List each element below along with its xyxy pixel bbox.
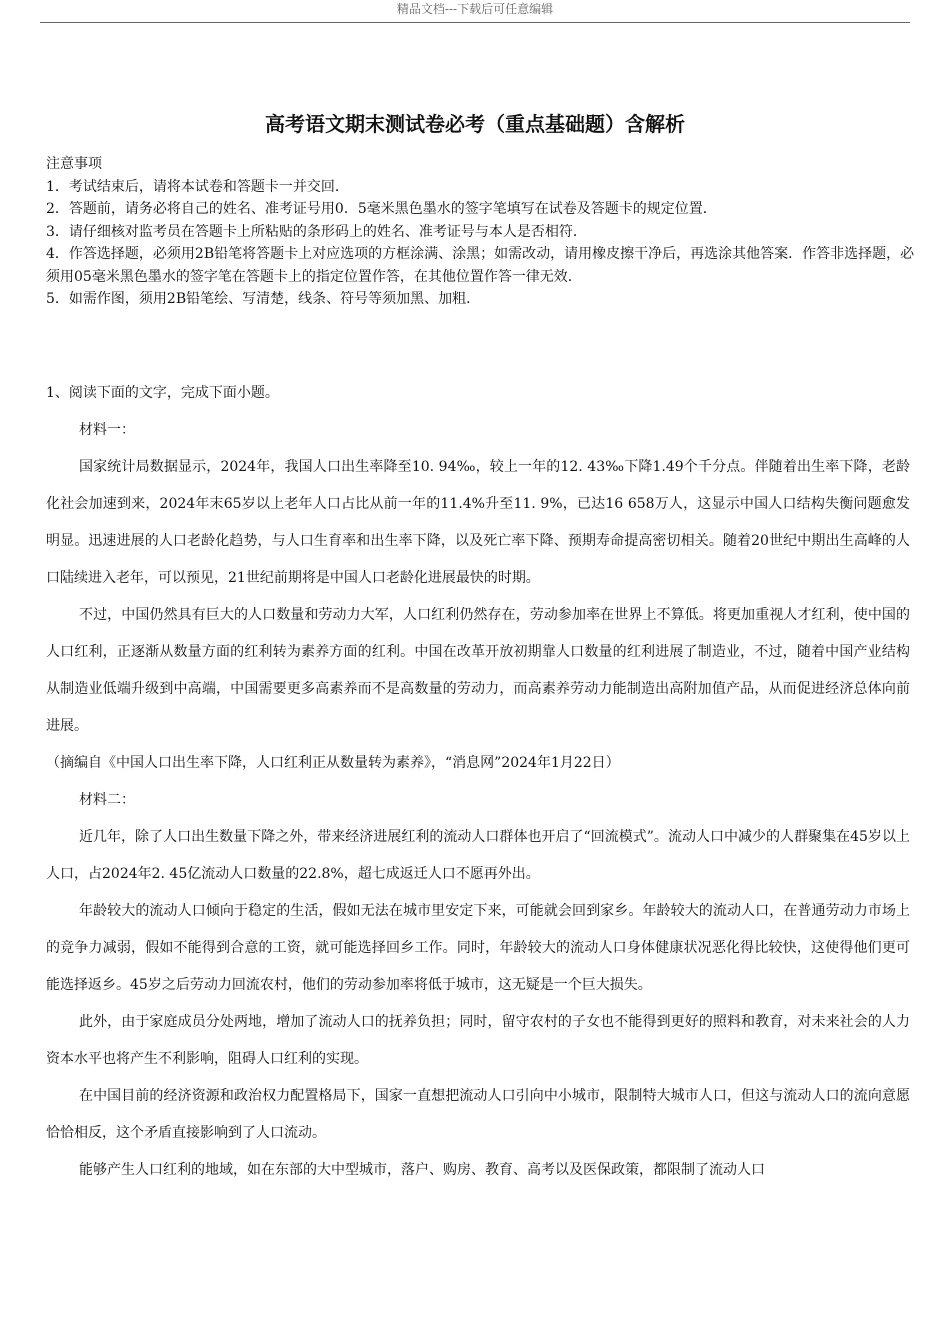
question-1 xyxy=(46,375,910,1189)
notice-item-5: 5．如需作图，须用2B铅笔绘、写清楚，线条、符号等须加黑、加粗． xyxy=(46,291,481,307)
material-2-paragraph-2: 年龄较大的流动人口倾向于稳定的生活，假如无法在城市里安定下来，可能就会回到家乡。年龄较大的流动人口，在普通劳动力市场上的竞争力减弱，假如不能得到合意的工资，就可能选择回乡工作。同时，年龄较大的流动人口身体健康状况恶化得比较快，这使得他们更可能选择返乡。45岁之后劳动力回流农村，他们的劳动参加率将低于城市，这无疑是一个巨大损失。 xyxy=(46,903,910,993)
question-prompt: 1、阅读下面的文字，完成下面小题。 xyxy=(46,385,279,401)
page-header: 精品文档---下载后可任意编辑 xyxy=(396,2,554,16)
material-2-paragraph-3: 此外，由于家庭成员分处两地，增加了流动人口的抚养负担；同时，留守农村的子女也不能得到更好的照料和教育，对未来社会的人力资本水平也将产生不利影响，阻碍人口红利的实现。 xyxy=(46,1014,910,1067)
notice-item-1: 1．考试结束后，请将本试卷和答题卡一并交回． xyxy=(46,178,349,195)
material-2-paragraph-5: 能够产生人口红利的地域，如在东部的大中型城市，落户、购房、教育、高考以及医保政策，都限制了流动人口 xyxy=(79,1162,765,1178)
material-2-paragraph-1: 近几年，除了人口出生数量下降之外，带来经济进展红利的流动人口群体也开启了“回流模式”。流动人口中减少的人群聚集在45岁以上人口，占2024年2. 45亿流动人口数量的22.8%，超七成返迁人口不愿再外出。 xyxy=(46,829,910,882)
notice-item-2: 2．答题前，请务必将自己的姓名、准考证号用0．5毫米黑色墨水的签字笔填写在试卷及答题卡的规定位置． xyxy=(46,201,717,217)
notice-item-3: 3．请仔细核对监考员在答题卡上所粘贴的条形码上的姓名、准考证号与本人是否相符． xyxy=(46,223,587,240)
material-1-paragraph-1: 国家统计局数据显示，2024年，我国人口出生率降至10. 94‰，较上一年的12. 43‰下降1.49个千分点。伴随着出生率下降，老龄化社会加速到来，2024年末65岁以上老年人口占比从前一年的11.4%升至11. 9%，已达16 658万人，这显示中国人口结构失衡问题愈发明显。迅速进展的人口老龄化趋势，与人口生育率和出生率下降，以及死亡率下降、预期寿命提高密切相关。随着20世纪中期出生高峰的人口陆续进入老年，可以预见，21世纪前期将是中国人口老龄化进展最快的时期。 xyxy=(46,459,910,586)
notice-item-4: 4．作答选择题，必须用2B铅笔将答题卡上对应选项的方框涂满、涂黑；如需改动，请用橡皮擦干净后，再选涂其他答案．作答非选择题，必须用05毫米黑色墨水的签字笔在答题卡上的指定位置作答，在其他位置作答一律无效． xyxy=(46,246,915,285)
material-1-paragraph-2: 不过，中国仍然具有巨大的人口数量和劳动力大军，人口红利仍然存在，劳动参加率在世界上不算低。将更加重视人才红利，使中国的人口红利，正逐渐从数量方面的红利转为素养方面的红利。中国在改革开放初期靠人口数量的红利进展了制造业，不过，随着中国产业结构从制造业低端升级到中高端，中国需要更多高素养而不是高数量的劳动力，而高素养劳动力能制造出高附加值产品，从而促进经济总体向前进展。 xyxy=(46,607,910,734)
material-2-label: 材料二： xyxy=(79,792,135,808)
material-1-citation: （摘编自《中国人口出生率下降，人口红利正从数量转为素养》，“消息网”2024年1月22日） xyxy=(46,755,620,771)
material-2-paragraph-4: 在中国目前的经济资源和政治权力配置格局下，国家一直想把流动人口引向中小城市，限制特大城市人口，但这与流动人口的流向意愿恰恰相反，这个矛盾直接影响到了人口流动。 xyxy=(46,1088,910,1141)
document-title: 高考语文期末测试卷必考（重点基础题）含解析 xyxy=(265,112,685,136)
material-1-label: 材料一： xyxy=(79,422,135,438)
header-divider xyxy=(40,22,910,23)
notice-heading: 注意事项 xyxy=(46,156,102,172)
notice-section xyxy=(46,153,916,311)
